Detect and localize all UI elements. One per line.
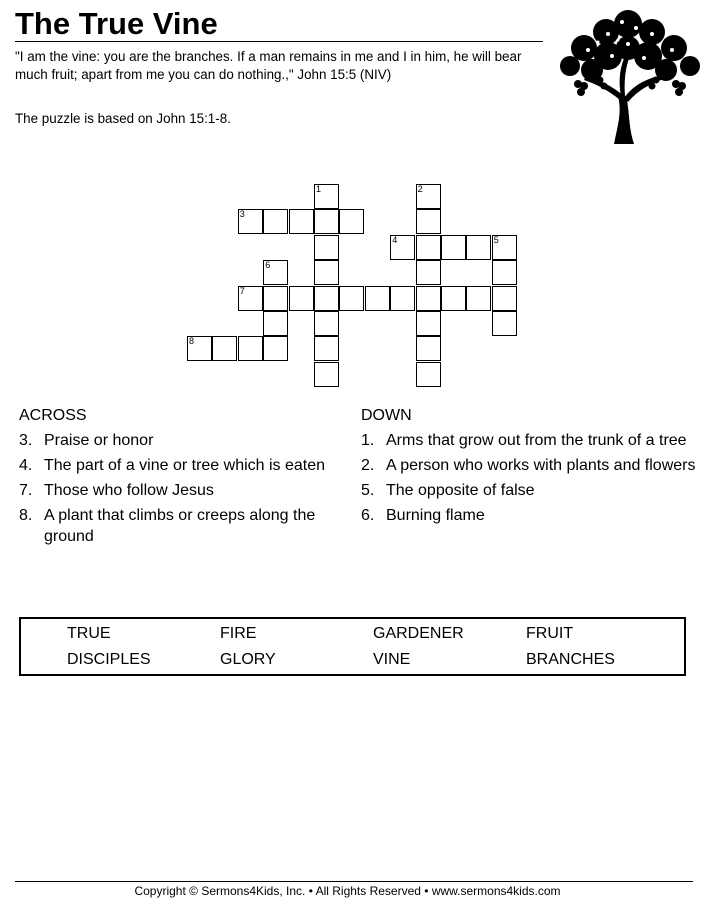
crossword-cell[interactable] [314,260,339,285]
crossword-cell[interactable] [416,362,441,387]
footer-divider [15,881,693,882]
across-clue [19,430,354,451]
down-heading: DOWN [361,407,412,424]
crossword-cell[interactable] [263,336,288,361]
crossword-cell[interactable] [416,311,441,336]
word-bank-item: FIRE [220,625,257,642]
clue-text: Arms that grow out from the trunk of a tree [386,432,687,449]
cell-number: 1 [316,184,322,194]
crossword-cell[interactable] [492,311,517,336]
crossword-cell[interactable] [365,286,390,311]
clue-number: 4. [19,457,33,474]
crossword-cell[interactable] [390,286,415,311]
crossword-cell[interactable] [314,209,339,234]
crossword-cell[interactable] [390,235,415,260]
word-bank-item: TRUE [67,625,111,642]
down-clues [361,405,696,530]
crossword-cell[interactable] [289,209,314,234]
crossword-cell[interactable] [466,286,491,311]
copyright-footer: Copyright © Sermons4Kids, Inc. • All Rights Reserved • www.sermons4kids.com [134,884,561,898]
puzzle-intro: The puzzle is based on John 15:1-8. [15,111,231,126]
clue-number: 2. [361,457,375,474]
word-bank [19,617,686,676]
across-clue [19,505,354,547]
clue-number: 5. [361,482,375,499]
cell-number: 3 [239,209,245,220]
down-clue [361,505,696,526]
crossword-cell[interactable] [238,336,263,361]
crossword-cell[interactable] [314,235,339,260]
crossword-cell[interactable] [441,235,466,260]
crossword-cell[interactable] [263,209,288,234]
crossword-cell[interactable] [416,286,441,311]
crossword-cell[interactable] [263,311,288,336]
clue-text: Those who follow Jesus [44,482,214,499]
word-bank-item: GLORY [220,651,276,668]
crossword-cell[interactable] [416,235,441,260]
cell-number: 6 [265,260,271,271]
clue-number: 6. [361,507,375,524]
page-title: The True Vine [15,6,218,41]
clue-text: A plant that climbs or creeps along the ground [44,507,316,545]
crossword-cell[interactable] [416,209,441,234]
down-clue [361,430,696,451]
crossword-grid [0,0,724,400]
crossword-cell[interactable] [416,260,441,285]
down-clue [361,480,696,501]
across-clues [19,405,354,551]
crossword-cell[interactable] [238,209,263,234]
word-bank-item: GARDENER [373,625,464,642]
word-bank-item: DISCIPLES [67,651,151,668]
crossword-cell[interactable] [263,260,288,285]
cell-number: 4 [392,234,398,245]
bible-verse: "I am the vine: you are the branches. If a man remains in me and I in him, he will bear much fruit; apart from me you can do nothing.," John 15:5 (NIV) [15,49,522,82]
clue-text: A person who works with plants and flowers [386,457,696,474]
clue-text: Praise or honor [44,432,154,449]
crossword-cell[interactable] [492,286,517,311]
clue-number: 7. [19,482,33,499]
word-bank-item: VINE [373,651,411,668]
crossword-cell[interactable] [314,286,339,311]
cell-number: 2 [417,184,423,194]
clue-number: 1. [361,432,375,449]
crossword-cell[interactable] [339,209,364,234]
crossword-cell[interactable] [212,336,237,361]
clue-number: 3. [19,432,33,449]
cell-number: 8 [189,336,195,347]
crossword-cell[interactable] [492,235,517,260]
crossword-cell[interactable] [492,260,517,285]
crossword-cell[interactable] [314,362,339,387]
clue-number: 8. [19,507,33,524]
crossword-cell[interactable] [314,311,339,336]
crossword-cell[interactable] [416,336,441,361]
cell-number: 5 [493,234,499,245]
crossword-cell[interactable] [441,286,466,311]
clue-text: The opposite of false [386,482,535,499]
crossword-cell[interactable] [289,286,314,311]
crossword-cell[interactable] [314,336,339,361]
crossword-cell[interactable] [466,235,491,260]
crossword-cell[interactable] [187,336,212,361]
crossword-cell[interactable] [339,286,364,311]
across-clue [19,480,354,501]
crossword-cell[interactable] [238,286,263,311]
across-clue [19,455,354,476]
down-clue [361,455,696,476]
crossword-cell[interactable] [416,184,441,209]
clue-text: The part of a vine or tree which is eaten [44,457,326,474]
crossword-cell[interactable] [263,286,288,311]
word-bank-item: BRANCHES [526,651,615,668]
word-bank-item: FRUIT [526,625,574,642]
crossword-cell[interactable] [314,184,339,209]
clue-text: Burning flame [386,507,485,524]
cell-number: 7 [239,285,245,296]
across-heading: ACROSS [19,407,87,424]
